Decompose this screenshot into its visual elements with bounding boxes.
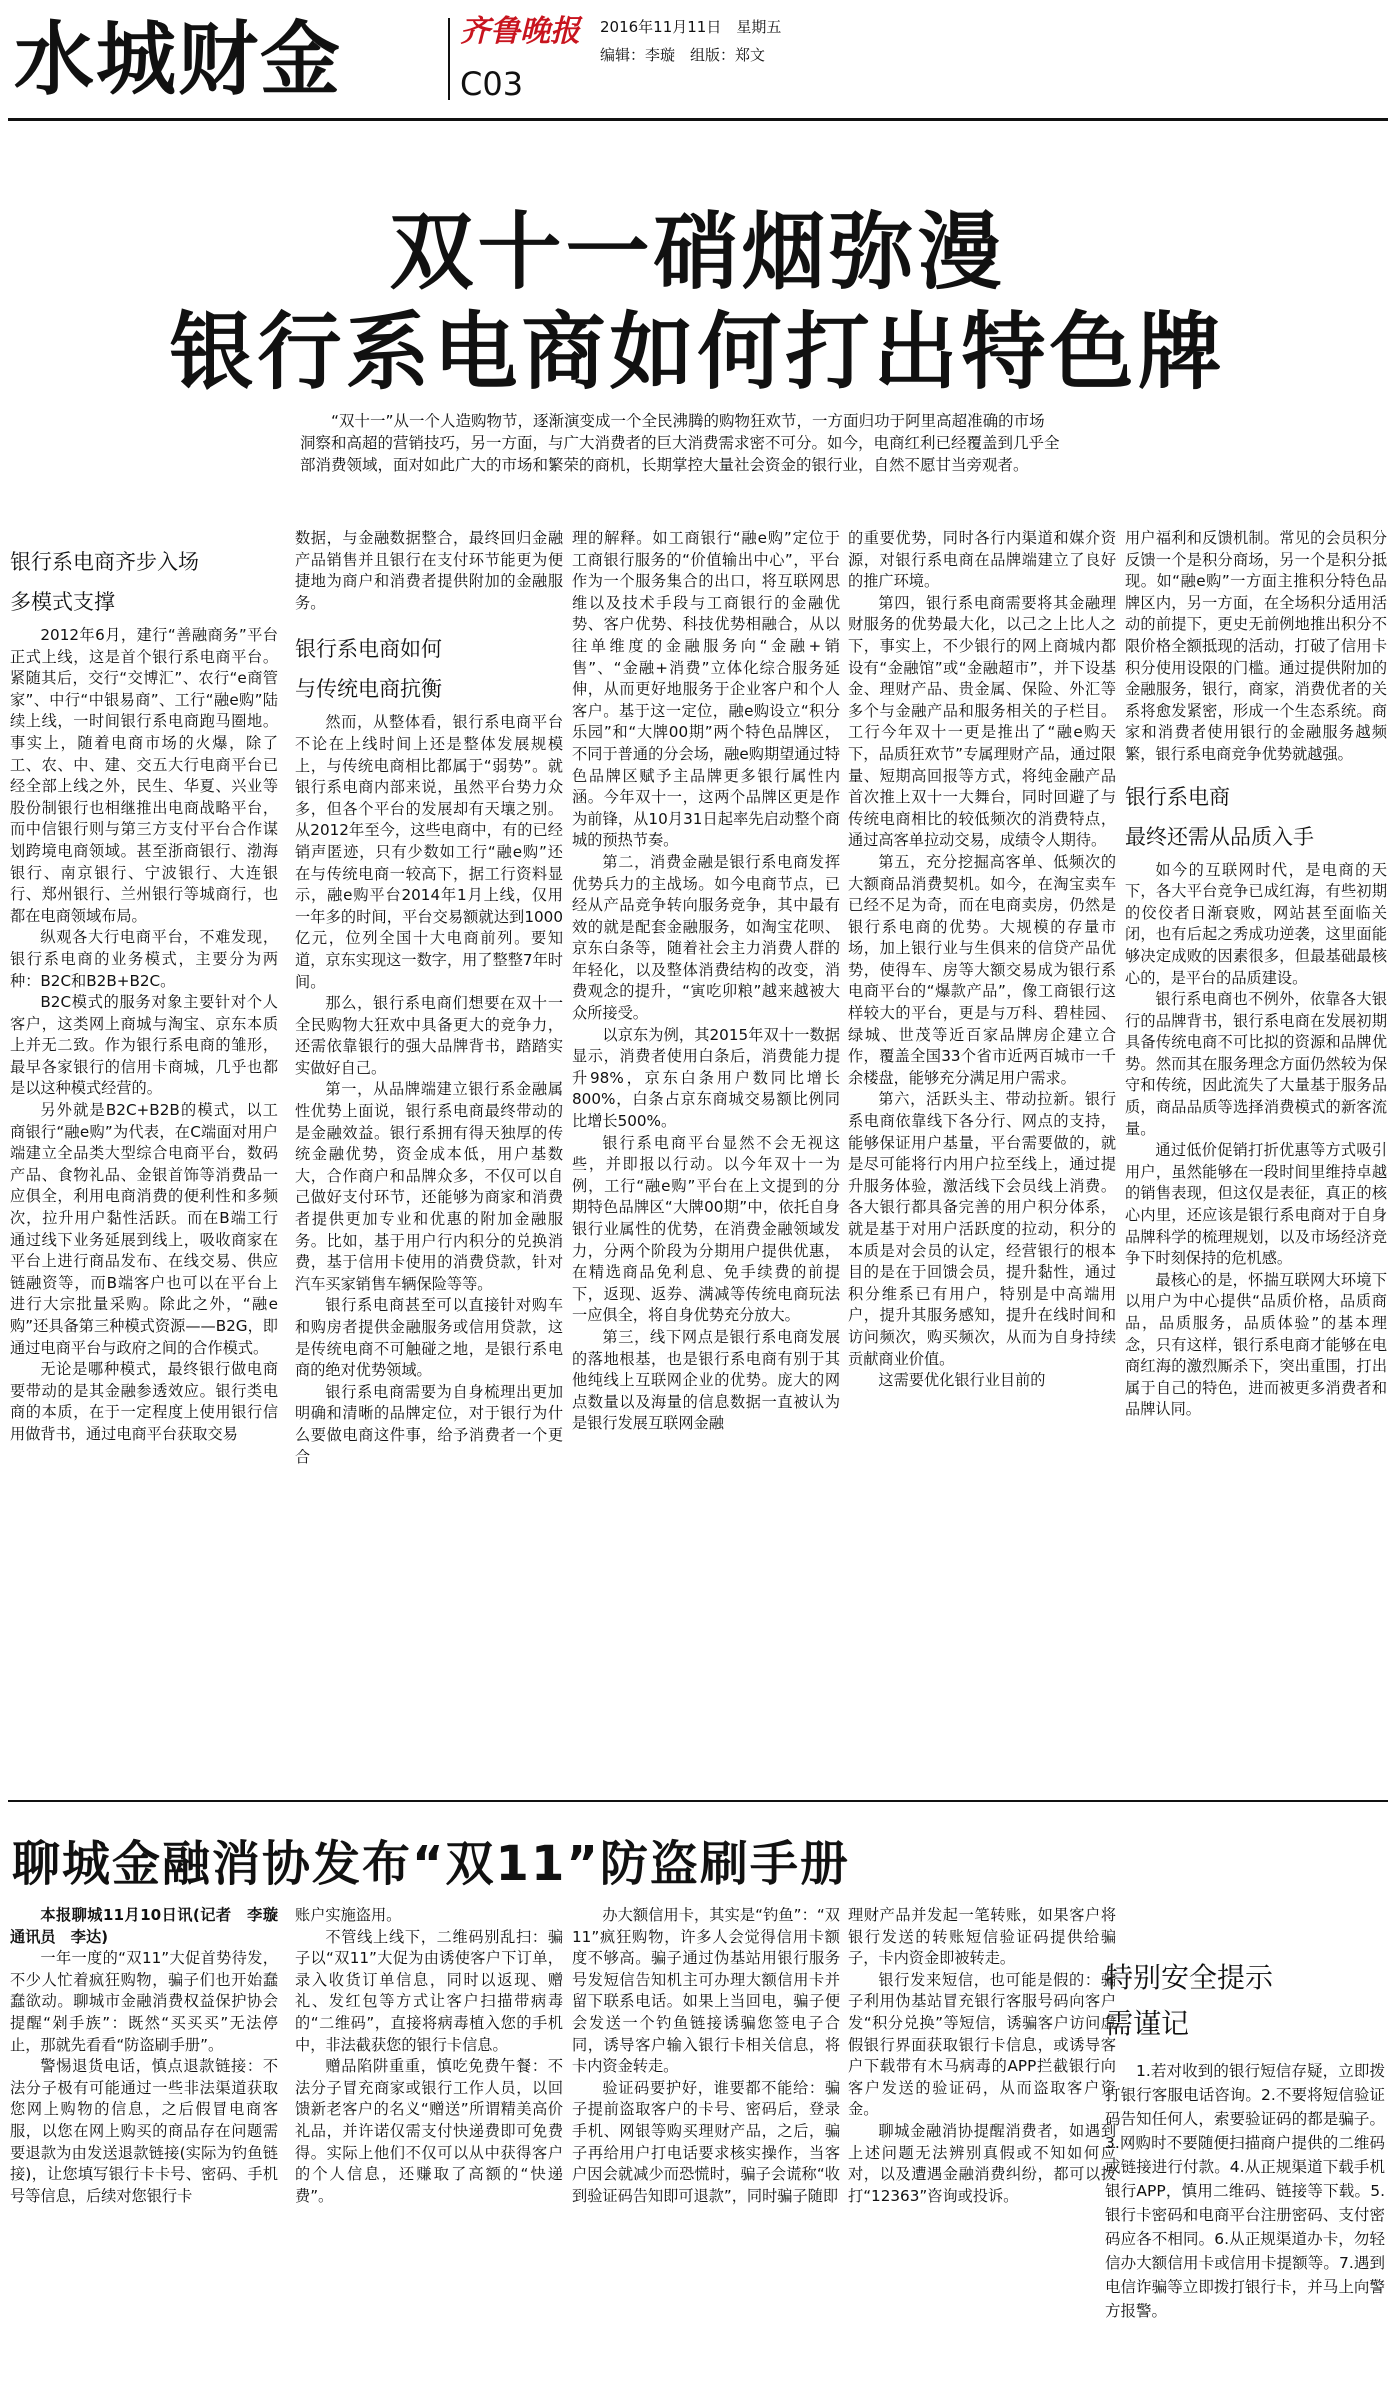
paragraph: B2C模式的服务对象主要针对个人客户，这类网上商城与淘宝、京东本质上并无二致。作为银行系电商的雏形，最早各家银行的信用卡商城，几乎也都是以这种模式经营的。 [10, 993, 278, 1098]
subheading: 与传统电商抗衡 [295, 677, 442, 702]
paragraph: 办大额信用卡，其实是“钓鱼”：“双11”疯狂购物，许多人会觉得信用卡额度不够高。骗子通过伪基站用银行服务号发短信告知机主可办理大额信用卡并留下联系电话。如果上当回电，骗子便会发送一个钓鱼链接诱骗您签电子合同，诱导客户输入银行卡相关信息，将卡内资金转走。 [572, 1906, 840, 2076]
paragraph: 银行发来短信，也可能是假的：骗子利用伪基站冒充银行客服号码向客户发“积分兑换”等短信，诱骗客户访问虚假银行界面获取银行卡信息，或诱导客户下载带有木马病毒的APP拦截银行向客户发送的验证码，从而盗取客户资金。 [848, 1970, 1116, 2119]
paragraph: 不管线上线下，二维码别乱扫：骗子以“双11”大促为由诱使客户下订单，录入收货订单信息，同时以返现、赠礼、发红包等方式让客户扫描带病毒的“二维码”，直接将病毒植入您的手机中，非法截获您的银行卡信息。 [295, 1927, 563, 2054]
article-column-2 [295, 528, 563, 1468]
paragraph: 理财产品并发起一笔转账，如果客户将银行发送的转账短信验证码提供给骗子，卡内资金即被转走。 [848, 1906, 1116, 1968]
subheading: 多模式支撑 [10, 590, 115, 614]
paragraph: 第一，从品牌端建立银行系金融属性优势上面说，银行系电商最终带动的是金融效益。银行系拥有得天独厚的传统金融优势，资金成本低，用户基数大，合作商户和品牌众多，不仅可以自己做好支付环节，还能够为商家和消费者提供更加专业和优惠的附加金融服务。比如，基于用户行内积分的兑换消费，基于信用卡使用的消费贷款，针对汽车买家销售车辆保险等等。 [295, 1080, 563, 1293]
paragraph: 以京东为例，其2015年双十一数据显示，消费者使用白条后，消费能力提升98%，京东白条用户数同比增长800%，白条占京东商城交易额比例同比增长500%。 [572, 1025, 840, 1131]
paragraph: 纵观各大行电商平台，不难发现，银行系电商的业务模式，主要分为两种：B2C和B2B+B2C。 [10, 928, 278, 990]
paragraph: 银行系电商需要为自身梳理出更加明确和清晰的品牌定位，对于银行为什么要做电商这件事，给予消费者一个更合 [295, 1382, 563, 1466]
lead-paragraph: “双十一”从一个人造购物节，逐渐演变成一个全民沸腾的购物狂欢节，一方面归功于阿里高超准确的市场洞察和高超的营销技巧，另一方面，与广大消费者的巨大消费需求密不可分。如今，电商红利已经覆盖到几乎全部消费领域，面对如此广大的市场和繁荣的商机，长期掌控大量社会资金的银行业，自然不愿甘当旁观者。 [300, 412, 1060, 474]
byline: 本报聊城11月10日讯(记者 李璇 通讯员 李达) [10, 1906, 294, 1946]
paragraph: 无论是哪种模式，最终银行做电商要带动的是其金融参透效应。银行类电商的本质，在于一定程度上使用银行信用做背书，通过电商平台获取交易 [10, 1360, 278, 1443]
tips-body: 1.若对收到的银行短信存疑，立即拨打银行客服电话咨询。2.不要将短信验证码告知任何人，索要验证码的都是骗子。3.网购时不要随便扫描商户提供的二维码或链接进行付款。4.从正规渠道下载手机银行APP，慎用二维码、链接等下载。5.银行卡密码和电商平台注册密码、支付密码应各不相同。6.从正规渠道办卡，勿轻信办大额信用卡或信用卡提额等。7.遇到电信诈骗等立即拨打银行卡，并马上向警方报警。 [1105, 2062, 1385, 2320]
safety-tips-box [1105, 1955, 1385, 2323]
article2-column-4 [848, 1905, 1116, 2207]
article2-column-1 [10, 1905, 294, 2207]
paragraph: 警惕退货电话，慎点退款链接：不法分子极有可能通过一些非法渠道获取您网上购物的信息，之后假冒电商客服，以您在网上购买的商品存在问题需要退款为由发送退款链接(实际为钓鱼链接)，让您填写银行卡卡号、密码、手机号等信息，后续对您银行卡 [10, 2057, 278, 2205]
section-divider [8, 1800, 1388, 1802]
paragraph: 银行系电商甚至可以直接针对购车和购房者提供金融服务或信用贷款，这是传统电商不可触碰之地，是银行系电商的绝对优势领域。 [295, 1296, 563, 1380]
section-title: 水城财金 [14, 13, 342, 106]
masthead-divider [448, 18, 450, 100]
paragraph: 这需要优化银行业目前的 [878, 1371, 1046, 1390]
paragraph: 另外就是B2C+B2B的模式，以工商银行“融e购”为代表，在C端面对用户端建立全品类大型综合电商平台，数码产品、食物礼品、金银首饰等消费品一应俱全，利用电商消费的便利性和多频次，拉升用户黏性活跃。而在B端工行通过线下业务延展到线上，吸收商家在平台上进行商品发布、在线交易、供应链融资等，而B端客户也可以在平台上进行大宗批量采购。除此之外，“融e购”还具备第三种模式资源——B2G，即通过电商平台与政府之间的合作模式。 [10, 1101, 278, 1357]
second-headline: 聊城金融消协发布“双11”防盗刷手册 [12, 1836, 850, 1892]
subheading: 最终还需从品质入手 [1125, 824, 1314, 849]
editors-line: 编辑：李璇 组版：郑文 [600, 46, 766, 64]
paragraph: 银行系电商也不例外，依靠各大银行的品牌背书，银行系电商在发展初期具备传统电商不可比拟的资源和品牌优势。然而其在服务理念方面仍然较为保守和传统，因此流失了大量基于服务品质，商品品质等选择消费模式的新客流量。 [1125, 990, 1387, 1138]
paragraph: 通过低价促销打折优惠等方式吸引用户，虽然能够在一段时间里维持卓越的销售表现，但这仅是表征，真正的核心内里，还应该是银行系电商对于自身品牌科学的梳理规划，以及市场经济竞争下时刻保持的危机感。 [1125, 1141, 1387, 1268]
subheading: 银行系电商 [1125, 784, 1230, 809]
masthead [8, 6, 1388, 121]
article-column-1 [10, 545, 278, 1446]
paragraph: 的重要优势，同时各行内渠道和媒介资源，对银行系电商在品牌端建立了良好的推广环境。 [848, 529, 1116, 591]
article2-column-3 [572, 1905, 840, 2207]
paragraph: 第四，银行系电商需要将其金融理财服务的优势最大化，以己之上比人之下，事实上，不少银行的网上商城内都设有“金融馆”或“金融超市”，并下设基金、理财产品、贵金属、保险、外汇等多个与金融产品和服务相关的子栏目。工行今年双十一更是推出了“融e购天下，品质狂欢节”专属理财产品，通过限量、短期高回报等方式，将纯金融产品首次推上双十一大舞台，同时回避了与传统电商相比的较低频次的消费特点，通过高客单拉动交易，成绩令人期待。 [848, 593, 1116, 850]
subheading: 银行系电商如何 [295, 637, 442, 662]
paragraph: 最核心的是，怀揣互联网大环境下以用户为中心提供“品质价格，品质商品，品质服务，品质体验”的基本理念，只有这样，银行系电商才能够在电商红海的激烈厮杀下，突出重围，打出属于自己的特色，进而被更多消费者和品牌认同。 [1125, 1270, 1387, 1419]
subheading: 银行系电商齐步入场 [10, 550, 199, 574]
paragraph: 聊城金融消协提醒消费者，如遇到上述问题无法辨别真假或不知如何应对，以及遭遇金融消费纠纷，都可以拨打“12363”咨询或投诉。 [848, 2121, 1116, 2205]
page-number: C03 [460, 65, 524, 103]
paragraph: 用户福利和反馈机制。常见的会员积分反馈一个是积分商场，另一个是积分抵现。如“融e购”一方面主推积分特色品牌区内，另一方面，在全场积分适用活动的前提下，更史无前例地推出积分不限价格全额抵现的活动，打破了信用卡积分使用设限的门槛。通过提供附加的金融服务，银行，商家，消费优者的关系将愈发紧密，形成一个生态系统。商家和消费者使用银行的金融服务越频繁，银行系电商竞争优势就越强。 [1125, 529, 1387, 763]
tips-title-line2: 需谨记 [1105, 2007, 1190, 2040]
article2-column-2 [295, 1905, 563, 2207]
paragraph: 第五，充分挖掘高客单、低频次的大额商品消费契机。如今，在淘宝卖车已经不足为奇，而在电商卖房，仍然是银行系电商的优势。大规模的存量市场，加上银行业与生俱来的信贷产品优势，使得车、房等大额交易成为银行系电商平台的“爆款产品”，像工商银行这样较大的平台，更是与万科、碧桂园、绿城、世茂等近百家品牌房企建立合作，覆盖全国33个省市近两百城市一千余楼盘，能够充分满足用户需求。 [848, 852, 1116, 1087]
article-column-5 [1125, 528, 1387, 1421]
paragraph: 账户实施盗用。 [295, 1906, 402, 1924]
paragraph: 赠品陷阱重重，慎吃免费午餐：不法分子冒充商家或银行工作人员，以回馈新老客户的名义“赠送”所谓精美高价礼品，并许诺仅需支付快递费即可免费得。实际上他们不仅可以从中获得客户的个人信息，还赚取了高额的“快递费”。 [295, 2057, 563, 2205]
paragraph: 然而，从整体看，银行系电商平台不论在上线时间上还是整体发展规模上，与传统电商相比都属于“弱势”。就银行系电商内部来说，虽然平台势力众多，但各个平台的发展却有天壤之别。从2012年至今，这些电商中，有的已经销声匿迹，只有少数如工行“融e购”还在与传统电商一较高下，据工行资料显示，融e购平台2014年1月上线，仅用一年多的时间，平台交易额就达到1000亿元，位列全国十大电商前列。要知道，京东实现这一数字，用了整整7年时间。 [295, 713, 563, 991]
paragraph: 一年一度的“双11”大促首势待发，不少人忙着疯狂购物，骗子们也开始蠢蠢欲动。聊城市金融消费权益保护协会提醒“剁手族”：既然“买买买”无法停止，那就先看看“防盗刷手册”。 [10, 1949, 278, 2054]
paragraph: 第二，消费金融是银行系电商发挥优势兵力的主战场。如今电商节点，已经从产品竞争转向服务竞争，其中最有效的就是配套金融服务，如淘宝花呗、京东白条等，随着社会主力消费人群的年轻化，以及整体消费结构的改变，消费观念的提升，“寅吃卯粮”越来越被大众所接受。 [572, 852, 840, 1023]
paragraph: 那么，银行系电商们想要在双十一全民购物大狂欢中具备更大的竞争力，还需依靠银行的强大品牌背书，踏踏实实做好自己。 [295, 994, 563, 1077]
issue-date: 2016年11月11日 星期五 [600, 18, 782, 36]
article-column-3 [572, 528, 840, 1435]
paper-logo: 齐鲁晚报 [460, 14, 580, 49]
paragraph: 第六，活跃头主、带动拉新。银行系电商依靠线下各分行、网点的支持，能够保证用户基量，平台需要做的，就是尽可能将行内用户拉至线上，通过提升服务体验，激活线下会员线上消费。各大银行都具备完善的用户积分体系，就是基于对用户活跃度的拉动，积分的本质是对会员的认定，经营银行的根本目的是在于回馈会员，提升黏性，通过积分维系已有用户，特别是中高端用户，提升其服务感知，提升在线时间和访问频次，购买频次，从而为自身持续贡献商业价值。 [848, 1090, 1116, 1368]
main-headline-line2: 银行系电商如何打出特色牌 [169, 303, 1226, 401]
paragraph: 理的解释。如工商银行“融e购”定位于工商银行服务的“价值输出中心”，平台作为一个服务集合的出口，将互联网思维以及技术手段与工商银行的金融优势、客户优势、科技优势相融合，从以往单维度的金融服务向“金融+销售”、“金融+消费”立体化综合服务延伸，从而更好地服务于企业客户和个人客户。基于这一定位，融e购设立“积分乐园”和“大牌00期”两个特色品牌区，不同于普通的分会场，融e购期望通过特色品牌区赋予主品牌更多银行属性内涵。今年双十一，这两个品牌区更是作为前锋，从10月31日起率先启动整个商城的预热节奏。 [572, 529, 840, 850]
main-headline-line1: 双十一硝烟弥漫 [389, 203, 1006, 301]
article-column-4 [848, 528, 1116, 1392]
paragraph: 2012年6月，建行“善融商务”平台正式上线，这是首个银行系电商平台。紧随其后，交行“交博汇”、农行“e商管家”、中行“中银易商”、工行“融e购”陆续上线，一时间银行系电商跑马圈地。事实上，随着电商市场的火爆，除了工、农、中、建、交五大行电商平台已经全部上线之外，民生、华夏、兴业等股份制银行也相继推出电商战略平台，而中信银行则与第三方支付平台合作谋划跨境电商领域。甚至浙商银行、渤海银行、南京银行、宁波银行、大连银行、郑州银行、兰州银行等城商行，也都在电商领域布局。 [10, 626, 278, 925]
paragraph: 如今的互联网时代，是电商的天下，各大平台竞争已成红海，有些初期的佼佼者日渐衰败，网站甚至面临关闭，也有后起之秀成功逆袭，这里面能够决定成败的因素很多，但最基础最核心的，是平台的品质建设。 [1125, 860, 1387, 987]
tips-title-line1: 特别安全提示 [1105, 1961, 1274, 1994]
paragraph: 银行系电商平台显然不会无视这些，并即报以行动。以今年双十一为例，工行“融e购”平台在上文提到的分期特色品牌区“大牌00期”中，依托自身银行业属性的优势，在消费金融领域发力，分两个阶段为分期用户提供优惠，在精选商品免利息、免手续费的前提下，返现、返券、满减等传统电商玩法一应俱全，将自身优势充分放大。 [572, 1133, 840, 1325]
paragraph: 验证码要护好，谁要都不能给：骗子提前盗取客户的卡号、密码后，登录手机、网银等购买理财产品，之后，骗子再给用户打电话要求核实操作，当客户因会就减少而恐慌时，骗子会谎称“收到验证码告知即可退款”，同时骗子随即 [572, 2078, 840, 2205]
paragraph: 数据，与金融数据整合，最终回归金融产品销售并且银行在支付环节能更为便捷地为商户和消费者提供附加的金融服务。 [295, 529, 563, 612]
paragraph: 第三，线下网点是银行系电商发展的落地根基，也是银行系电商有别于其他纯线上互联网企业的优势。庞大的网点数量以及海量的信息数据一直被认为是银行发展互联网金融 [572, 1327, 840, 1433]
